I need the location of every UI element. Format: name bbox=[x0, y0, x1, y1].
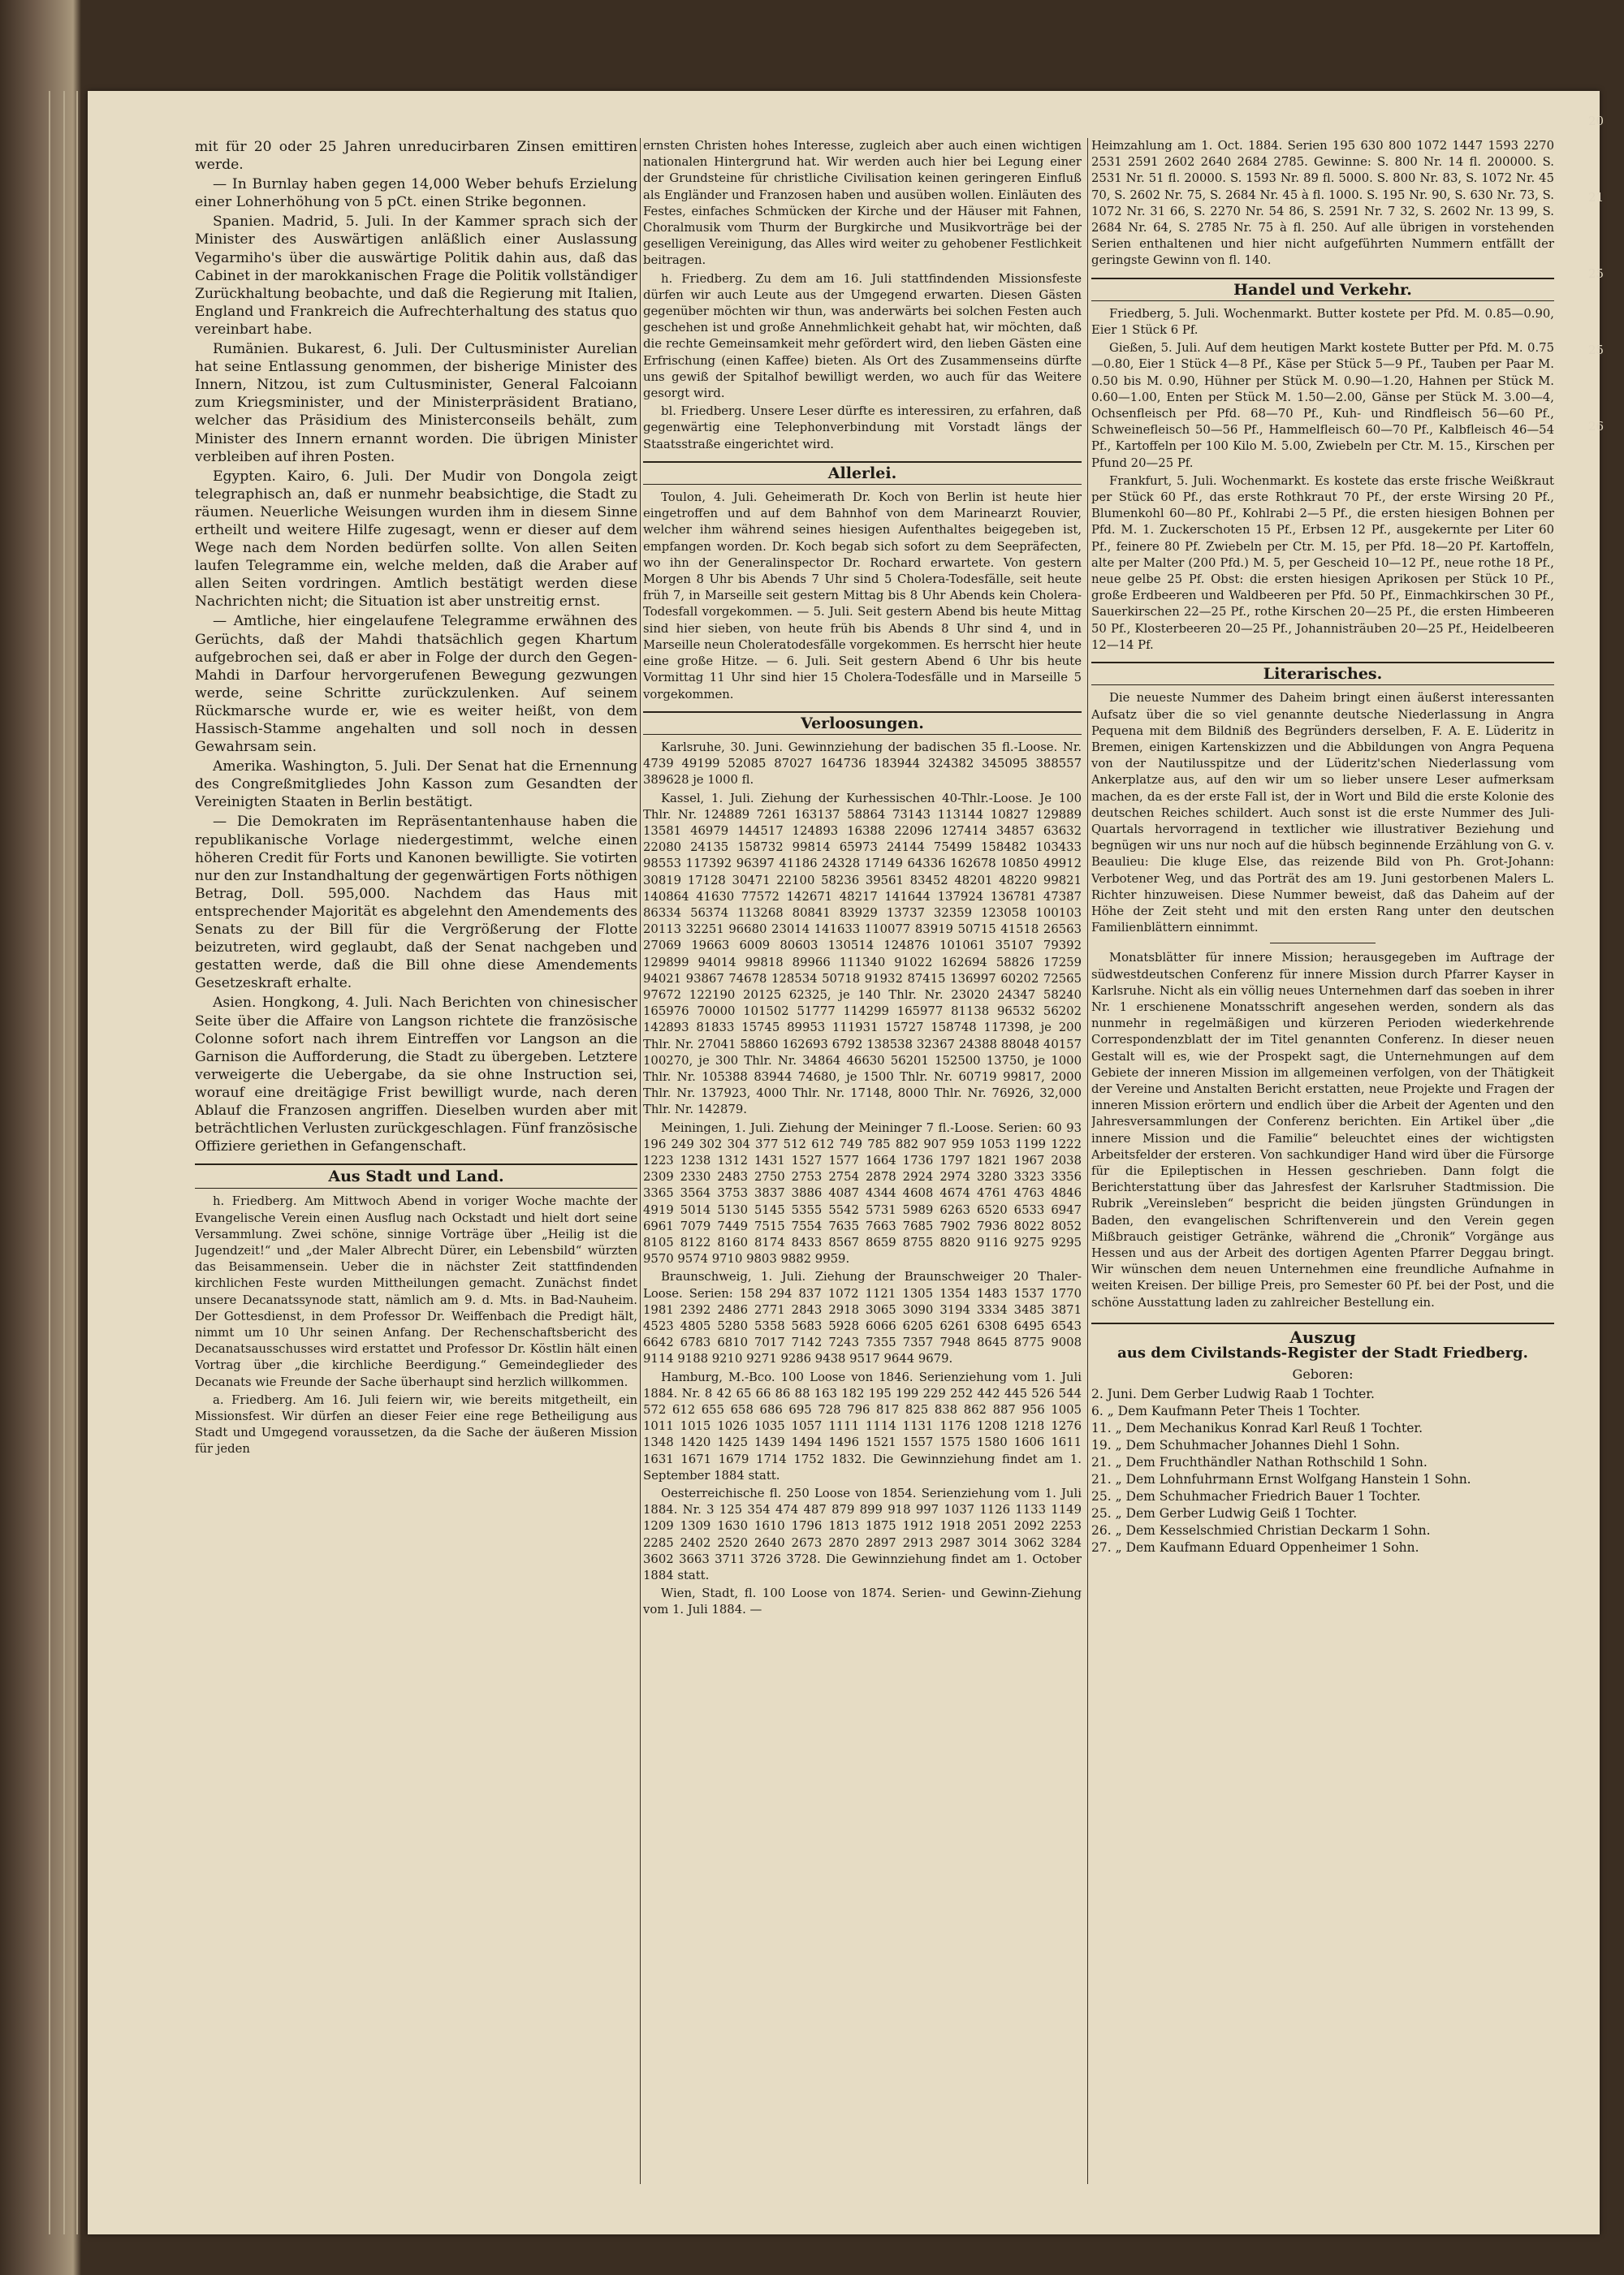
local-paragraph: a. Friedberg. Am 16. Juli feiern wir, wie bereits mitgetheilt, ein Missionsfest. Wir dürfen an dieser Feier eine rege Betheiligung aus Stadt und Umgegend voraussetzen, da die Sache der äußeren Mission für jeden bbox=[195, 1392, 637, 1457]
page-edge-line bbox=[49, 91, 50, 2234]
birth-entry: 27. „ Dem Kaufmann Eduard Oppenheimer 1 Sohn. bbox=[1091, 1540, 1419, 1556]
birth-entry: 21. „ Dem Lohnfuhrmann Ernst Wolfgang Hanstein 1 Sohn. bbox=[1091, 1472, 1471, 1487]
article-paragraph: — Die Demokraten im Repräsentantenhause haben die republikanische Vorlage niedergestimmt, welche einen höheren Credit für Forts und Kanonen bewilligte. Sie votirten nur den zur Instandhaltung der gegenwärtigen Forts nöthigen Betrag, Doll. 595,000. Nachdem das Haus mit entsprechender Majorität es abgelehnt den Amendements des Senats zu der Bill für die Vergrößerung der Flotte beizutreten, wird geglaubt, daß der Senat nachgeben und gestatten werde, daß die Bill ohne diese Amendements Gesetzeskraft erhalte. bbox=[195, 814, 637, 992]
page-edge-line bbox=[76, 91, 78, 2234]
article-paragraph: Asien. Hongkong, 4. Juli. Nach Berichten von chinesischer Seite über die Affaire von Langson richtete die französische Colonne sofort nach ihrem Eintreffen vor Langson an die Garnison die Aufforderung, die Stadt zu übergeben. Letztere verweigerte die Uebergabe, da sie ohne Instruction sei, worauf eine dreitägige Frist bewilligt wurde, nach deren Ablauf die Franzosen angriffen. Dieselben wurden aber mit beträchtlichen Verlusten zurückgeschlagen. Fünf französische Offiziere geriethen in Gefangenschaft. bbox=[195, 995, 637, 1155]
section-heading-literarisches: Literarisches. bbox=[1091, 662, 1554, 685]
article-paragraph: Spanien. Madrid, 5. Juli. In der Kammer sprach sich der Minister des Auswärtigen anläßlich einer Auslassung Vegarmiho's über die auswärtige Politik dahin aus, daß das Cabinet in der marokkanischen Frage die Politik vollständiger Zurückhaltung beobachte, und daß die Regierung mit Italien, England und Frankreich die Aufrechterhaltung des status quo vereinbart habe. bbox=[195, 214, 637, 338]
allerlei-paragraph: Toulon, 4. Juli. Geheimerath Dr. Koch von Berlin ist heute hier eingetroffen und auf dem Bahnhof von dem Marinearzt Rouvier, welcher ihm während seines hiesigen Aufenthaltes beigegeben ist, empfangen worden. Dr. Koch begab sich sofort zu dem Seepräfecten, wo ihn der Generalinspector Dr. Rochard erwartete. Von gestern Morgen 8 Uhr bis Abends 7 Uhr sind 5 Cholera-Todesfälle, seit heute früh 7, in Marseille seit gestern Mittag bis 8 Uhr Abends kein Cholera-Todesfall vorgekommen. — 5. Juli. Seit gestern Abend bis heute Mittag sind hier sieben, von heute früh bis Abends 8 Uhr sind 4, und in Marseille neun Choleratodesfälle vorgekommen. Es herrscht hier heute eine große Hitze. — 6. Juli. Seit gestern Abend 6 Uhr bis heute Vormittag 11 Uhr sind hier 15 Cholera-Todesfälle und in Marseille 5 vorgekommen. bbox=[643, 490, 1082, 701]
local-paragraph: ernsten Christen hohes Interesse, zugleich aber auch einen wichtigen nationalen Hintergrund hat. Wir werden auch hier bei Legung einer der Grundsteine für christliche Civilisation keinen geringeren Einfluß als Engländer und Franzosen haben und ausüben wollen. Einläuten des Festes, einfaches Schmücken der Kirche und der Häuser mit Fahnen, Choralmusik vom Thurm der Burgkirche und Musikvorträge bei der geselligen Vereinigung, das Alles wird weiter zu gehobener Festlichkeit beitragen. bbox=[643, 139, 1082, 268]
local-paragraph: bl. Friedberg. Unsere Leser dürfte es interessiren, zu erfahren, daß gegenwärtig eine Telephonverbindung mit Vorstadt längs der Staatsstraße eingerichtet wird. bbox=[643, 404, 1082, 451]
lottery-paragraph: Wien, Stadt, fl. 100 Loose von 1874. Serien- und Gewinn-Ziehung vom 1. Juli 1884. — bbox=[643, 1586, 1082, 1617]
section-heading-aus-stadt-und-land: Aus Stadt und Land. bbox=[195, 1163, 637, 1189]
birth-entry: 21. „ Dem Fruchthändler Nathan Rothschild 1 Sohn. bbox=[1091, 1455, 1427, 1470]
local-paragraph: h. Friedberg. Am Mittwoch Abend in voriger Woche machte der Evangelische Verein einen Ausflug nach Ockstadt und hielt dort seine Versammlung. Zwei schöne, sinnige Vorträge über „Heilig ist die Jugendzeit!“ und „der Maler Albrecht Dürer, ein Lebensbild“ würzten das Beisammensein. Ueber die in nächster Zeit stattfindenden kirchlichen Feste wurden Mittheilungen gemacht. Zunächst findet unsere Decanatssynode statt, nämlich am 9. d. Mts. in Bad-Nauheim. Der Gottesdienst, in dem Professor Dr. Weiffenbach die Predigt hält, nimmt um 10 Uhr seinen Anfang. Der Rechenschaftsbericht des Decanatsausschusses wird erstattet und Professor Dr. Köstlin hält einen Vortrag über „die kirchliche Beerdigung.“ Gemeindeglieder des Decanats wie Freunde der Sache überhaupt sind herzlich willkommen. bbox=[195, 1194, 637, 1389]
article-paragraph: Amerika. Washington, 5. Juli. Der Senat hat die Ernennung des Congreßmitgliedes John Kasson zum Gesandten der Vereinigten Staaten in Berlin bestätigt. bbox=[195, 758, 637, 811]
section-heading-allerlei: Allerlei. bbox=[643, 461, 1082, 485]
literary-paragraph: Die neueste Nummer des Daheim bringt einen äußerst interessanten Aufsatz über die so viel genannte deutsche Niederlassung in Angra Pequena mit dem Bildniß des Begründers derselben, F. A. E. Lüderitz in Bremen, einigen Kartenskizzen und die Abbildungen von Angra Pequena von der Nautilusspitze und der Lüderitz'schen Niederlassung vom Ankerplatze aus, auf den wir um so lieber unsere Leser aufmerksam machen, da es der erste Fall ist, der in Wort und Bild die erste Kolonie des deutschen Reiches schildert. Auch sonst ist die erste Nummer des Juli-Quartals hervorragend in textlicher wie illustrativer Beziehung und begnügen wir uns nur noch auf die hübsch beginnende Erzählung von G. v. Beaulieu: Die kluge Else, das reizende Bild von Ph. Grot-Johann: Verbotener Weg, und das Porträt des am 19. Juni gestorbenen Malers L. Richter hinzuweisen. Diese Nummer beweist, daß das Daheim auf der Höhe der Zeit steht und mit den ersten Rang unter den deutschen Familienblättern einnimmt. bbox=[1091, 691, 1554, 935]
lottery-paragraph: Kassel, 1. Juli. Ziehung der Kurhessischen 40-Thlr.-Loose. Je 100 Thlr. Nr. 124889 7261 163137 58864 73143 113144 10827 129889 13581 46979 144517 124893 16388 22096 127414 34857 63632 22080 24135 158732 99814 65973 24144 75499 158482 103433 98553 117392 96397 41186 24328 17149 64336 162678 10850 49912 30819 17128 30471 22100 58236 39561 83452 48201 48220 99821 140864 41630 77572 142671 48217 141644 137924 136781 47387 86334 56374 113268 80841 83929 13737 32359 123058 100103 20113 32251 96680 23014 141633 110077 83919 50715 41518 26563 27069 19663 6009 80603 130514 124876 101061 35107 79392 129899 94014 99818 89966 111340 91022 162694 58826 17259 94021 93867 74678 128534 50718 91932 87415 136997 60202 72565 97672 122190 20125 62325, je 140 Thlr. Nr. 23020 24347 58240 165976 70000 101502 51777 114299 165977 81138 96532 56202 142893 81833 15745 89953 111931 15727 158748 117398, je 200 Thlr. Nr. 27041 58860 162693 6792 138538 32367 24388 88048 40157 100270, je 300 Thlr. Nr. 34864 46630 56201 152500 13750, je 1000 Thlr. Nr. 105388 83944 74680, je 1500 Thlr. Nr. 60719 99817, 2000 Thlr. Nr. 137923, 4000 Thlr. Nr. 17148, 8000 Thlr. Nr. 76926, 32,000 Thlr. Nr. 142879. bbox=[643, 791, 1082, 1117]
birth-entry: 19. „ Dem Schuhmacher Johannes Diehl 1 Sohn. bbox=[1091, 1438, 1400, 1453]
column-rule bbox=[640, 138, 641, 2184]
column-1 bbox=[195, 138, 637, 1460]
literary-paragraph: Monatsblätter für innere Mission; herausgegeben im Auftrage der südwestdeutschen Conferenz für innere Mission durch Pfarrer Kayser in Karlsruhe. Nicht als ein völlig neues Unternehmen darf das soeben in ihrer Nr. 1 erschienene Monatsschrift angesehen werden, sondern als das nunmehr in regelmäßigen und kürzeren Perioden wiederkehrende Correspondenzblatt der im Titel genannten Conferenz. In dieser neuen Gestalt will es, wie der Prospekt sagt, die Unternehmungen auf dem Gebiete der inneren Mission im allgemeinen verfolgen, von der Thätigkeit der Vereine und Anstalten Bericht erstatten, neue Projekte und Fragen der inneren Mission erörtern und endlich über die Arbeit der Agenten und den Jahresversammlungen der Conferenz berichten. Ein Artikel über „die innere Mission und die Familie“ beleuchtet eines der wichtigsten Arbeitsfelder der ersteren. Von sachkundiger Hand wird über die Fürsorge für die Epileptischen in Hessen geschrieben. Dann folgt die Berichterstattung über das Jahresfest der Karlsruher Stadtmission. Die Rubrik „Vereinsleben“ bespricht die beiden jüngsten Gründungen in Baden, den evangelischen Schriftenverein und den Verein gegen Mißbrauch geistiger Getränke, während die „Chronik“ Vorgänge aus Hessen und aus der Arbeit des dortigen Agenten Pfarrer Deggau bringt. Wir wünschen dem neuen Unternehmen eine freundliche Aufnahme in weiten Kreisen. Der billige Preis, pro Semester 60 Pf. bei der Post, und die schöne Ausstattung laden zu zahlreicher Bestellung ein. bbox=[1091, 951, 1554, 1310]
margin-number: 20 bbox=[1588, 114, 1605, 128]
local-paragraph: h. Friedberg. Zu dem am 16. Juli stattfindenden Missionsfeste dürfen wir auch Leute aus der Umgegend erwarten. Diesen Gästen gegenüber möchten wir thun, was anderwärts bei solchen Festen auch geschehen ist und große Annehmlichkeit gehabt hat, wir möchten, daß die rechte Gemeinsamkeit mehr gefördert wird, den lieben Gästen eine Erfrischung (einen Kaffee) bieten. Als Ort des Zusammenseins dürfte uns gewiß der Spitalhof bewilligt werden, wo auch für das Weitere gesorgt wird. bbox=[643, 271, 1082, 401]
article-paragraph: Egypten. Kairo, 6. Juli. Der Mudir von Dongola zeigt telegraphisch an, daß er nunmehr beabsichtige, die Stadt zu räumen. Neuerliche Weisungen wurden ihm in diesem Sinne ertheilt und weitere Hilfe zugesagt, wenn er dieser auf dem Wege nach dem Norden bedürfen sollte. Von allen Seiten laufen Telegramme ein, welche melden, daß die Araber auf allen Seiten vordringen. Amtlich bestätigt werden diese Nachrichten nicht; die Situation ist aber unstreitig ernst. bbox=[195, 468, 637, 611]
section-heading-handel-und-verkehr: Handel und Verkehr. bbox=[1091, 278, 1554, 301]
article-paragraph: Rumänien. Bukarest, 6. Juli. Der Cultusminister Aurelian hat seine Entlassung genommen, der bisherige Minister des Innern, Nitzou, ist zum Cultusminister, General Falcoiann zum Kriegsminister, und der Ministerpräsident Bratiano, welcher das Präsidium des Ministerconseils behält, zum Minister des Innern ernannt worden. Die übrigen Minister verbleiben auf ihren Posten. bbox=[195, 341, 637, 465]
lottery-paragraph: Braunschweig, 1. Juli. Ziehung der Braunschweiger 20 Thaler-Loose. Serien: 158 294 837 1072 1121 1305 1354 1483 1537 1770 1981 2392 2486 2771 2843 2918 3065 3090 3194 3334 3485 3871 4523 4805 5280 5358 5683 5928 6066 6205 6261 6308 6495 6543 6642 6783 6810 7017 7142 7243 7355 7357 7948 8645 8775 9008 9114 9188 9210 9271 9286 9438 9517 9644 9679. bbox=[643, 1270, 1082, 1366]
birth-entry: 6. „ Dem Kaufmann Peter Theis 1 Tochter. bbox=[1091, 1404, 1361, 1419]
market-paragraph: Frankfurt, 5. Juli. Wochenmarkt. Es kostete das erste frische Weißkraut per Stück 60 Pf., das erste Rothkraut 70 Pf., der erste Wirsing 20 Pf., Blumenkohl 60—80 Pf., Kohlrabi 2—5 Pf., die ersten hiesigen Bohnen per Pfd. M. 1. Zuckerschoten 15 Pf., Erbsen 12 Pf., ausgekernte per Liter 60 Pf., feinere 80 Pf. Zwiebeln per Ctr. M. 15, per Pfd. 18—20 Pf. Kartoffeln, alte per Malter (200 Pfd.) M. 5, per Gescheid 10—12 Pf., neue rothe 18 Pf., neue gelbe 25 Pf. Obst: die ersten hiesigen Aprikosen per Stück 10 Pf., große Erdbeeren und Waldbeeren per Pfd. 50 Pf., Einmachkirschen 30 Pf., Sauerkirschen 22—25 Pf., rothe Kirschen 20—25 Pf., die ersten Himbeeren 50 Pf., Klosterbeeren 20—25 Pf., Johannisträuben 20—25 Pf., Heidelbeeren 12—14 Pf. bbox=[1091, 473, 1554, 652]
birth-entry: 25. „ Dem Gerber Ludwig Geiß 1 Tochter. bbox=[1091, 1506, 1358, 1522]
lottery-paragraph: Oesterreichische fl. 250 Loose von 1854. Serienziehung vom 1. Juli 1884. Nr. 3 125 354 474 487 879 899 918 997 1037 1126 1133 1149 1209 1309 1630 1610 1796 1813 1875 1912 1918 2051 2092 2253 2285 2402 2520 2640 2673 2870 2897 2913 2987 3014 3062 3284 3602 3663 3711 3726 3728. Die Gewinnziehung findet am 1. October 1884 statt. bbox=[643, 1487, 1082, 1583]
section-heading-verloosungen: Verloosungen. bbox=[643, 711, 1082, 735]
birth-entry: 2. Juni. Dem Gerber Ludwig Raab 1 Tochter. bbox=[1091, 1387, 1375, 1402]
lottery-paragraph: Hamburg, M.-Bco. 100 Loose von 1846. Serienziehung vom 1. Juli 1884. Nr. 8 42 65 66 86 88 163 182 195 199 229 252 442 445 526 544 572 612 655 658 686 695 728 796 817 825 838 862 887 956 1005 1011 1015 1026 1035 1057 1111 1114 1131 1176 1208 1218 1276 1348 1420 1425 1439 1494 1496 1521 1557 1575 1580 1606 1611 1631 1671 1679 1714 1752 1832. Die Gewinnziehung findet am 1. September 1884 statt. bbox=[643, 1370, 1082, 1483]
birth-entry: 11. „ Dem Mechanikus Konrad Karl Reuß 1 Tochter. bbox=[1091, 1421, 1423, 1436]
margin-number: 21 bbox=[1588, 190, 1605, 205]
market-paragraph: Gießen, 5. Juli. Auf dem heutigen Markt kostete Butter per Pfd. M. 0.75—0.80, Eier 1 Stück 4—8 Pf., Käse per Stück 5—9 Pf., Tauben per Paar M. 0.50 bis M. 0.90, Hühner per Stück M. 0.90—1.20, Hahnen per Stück M. 0.60—1.00, Enten per Stück M. 1.50—2.00, Gänse per Stück M. 3.00—4, Ochsenfleisch per Pfd. 68—70 Pf., Kuh- und Rindfleisch 56—60 Pf., Schweinefleisch 50—56 Pf., Hammelfleisch 60—70 Pf., Kalbfleisch 46—54 Pf., Kartoffeln per 100 Kilo M. 5.00, Zwiebeln per Ctr. M. 15., Kirschen per Pfund 20—25 Pf. bbox=[1091, 341, 1554, 470]
geboren-label: Geboren: bbox=[1292, 1366, 1354, 1383]
column-3 bbox=[1091, 138, 1554, 1556]
column-2 bbox=[643, 138, 1082, 1621]
auszug-heading: Auszug bbox=[1091, 1323, 1554, 1345]
lottery-paragraph: Karlsruhe, 30. Juni. Gewinnziehung der badischen 35 fl.-Loose. Nr. 4739 49199 52085 87027 164736 183944 324382 345095 388557 389628 je 1000 fl. bbox=[643, 740, 1082, 788]
auszug-subheading: aus dem Civilstands-Register der Stadt Friedberg. bbox=[1117, 1345, 1528, 1362]
lottery-paragraph: Heimzahlung am 1. Oct. 1884. Serien 195 630 800 1072 1447 1593 2270 2531 2591 2602 2640 2684 2785. Gewinne: S. 800 Nr. 14 fl. 200000. S. 2531 Nr. 51 fl. 20000. S. 1593 Nr. 89 fl. 5000. S. 800 Nr. 83, S. 1072 Nr. 45 70, S. 2602 Nr. 75, S. 2684 Nr. 45 à fl. 1000. S. 195 Nr. 90, S. 630 Nr. 73, S. 1072 Nr. 31 66, S. 2270 Nr. 54 86, S. 2591 Nr. 7 32, S. 2602 Nr. 13 99, S. 2684 Nr. 64, S. 2785 Nr. 75 à fl. 250. Auf alle übrigen in vorstehenden Serien enthaltenen und hier nicht aufgeführten Nummern entfällt der geringste Gewinn von fl. 140. bbox=[1091, 139, 1554, 268]
article-paragraph: — Amtliche, hier eingelaufene Telegramme erwähnen des Gerüchts, daß der Mahdi thatsächlich gegen Khartum aufgebrochen sei, daß er aber in Folge der durch den Gegen-Mahdi in Darfour hervorgerufenen Bewegung gezwungen werde, seine Schritte zurückzulenken. Auf seinem Rückmarsche wurde er, wie es weiter heißt, von dem Hassisch-Stamme angehalten und soll noch in dessen Gewahrsam sein. bbox=[195, 613, 637, 756]
article-paragraph: — In Burnlay haben gegen 14,000 Weber behufs Erzielung einer Lohnerhöhung von 5 pCt. einen Strike begonnen. bbox=[195, 176, 637, 211]
market-paragraph: Friedberg, 5. Juli. Wochenmarkt. Butter kostete per Pfd. M. 0.85—0.90, Eier 1 Stück 6 Pf. bbox=[1091, 306, 1554, 338]
page-edge-line bbox=[63, 91, 65, 2234]
article-paragraph: mit für 20 oder 25 Jahren unreducirbaren Zinsen emittiren werde. bbox=[195, 139, 637, 174]
margin-numbers bbox=[1588, 114, 1624, 495]
birth-entry: 25. „ Dem Schuhmacher Friedrich Bauer 1 Tochter. bbox=[1091, 1489, 1421, 1504]
lottery-paragraph: Meiningen, 1. Juli. Ziehung der Meininger 7 fl.-Loose. Serien: 60 93 196 249 302 304 377 512 612 749 785 882 907 959 1053 1199 1222 1223 1238 1312 1431 1527 1577 1664 1736 1797 1821 1967 2038 2309 2330 2483 2750 2753 2754 2878 2924 2974 3280 3323 3356 3365 3564 3753 3837 3886 4087 4344 4608 4674 4761 4763 4846 4919 5014 5130 5145 5355 5542 5731 5989 6263 6520 6533 6947 6961 7079 7449 7515 7554 7635 7663 7685 7902 7936 8022 8052 8105 8122 8160 8174 8433 8567 8659 8755 8820 9116 9275 9295 9570 9574 9710 9803 9882 9959. bbox=[643, 1120, 1082, 1267]
margin-number: 25 bbox=[1588, 343, 1605, 357]
margin-number: 25 bbox=[1588, 266, 1605, 281]
birth-entry: 26. „ Dem Kesselschmied Christian Deckarm 1 Sohn. bbox=[1091, 1523, 1431, 1539]
column-rule bbox=[1087, 138, 1088, 2184]
margin-number: 26 bbox=[1588, 419, 1605, 434]
